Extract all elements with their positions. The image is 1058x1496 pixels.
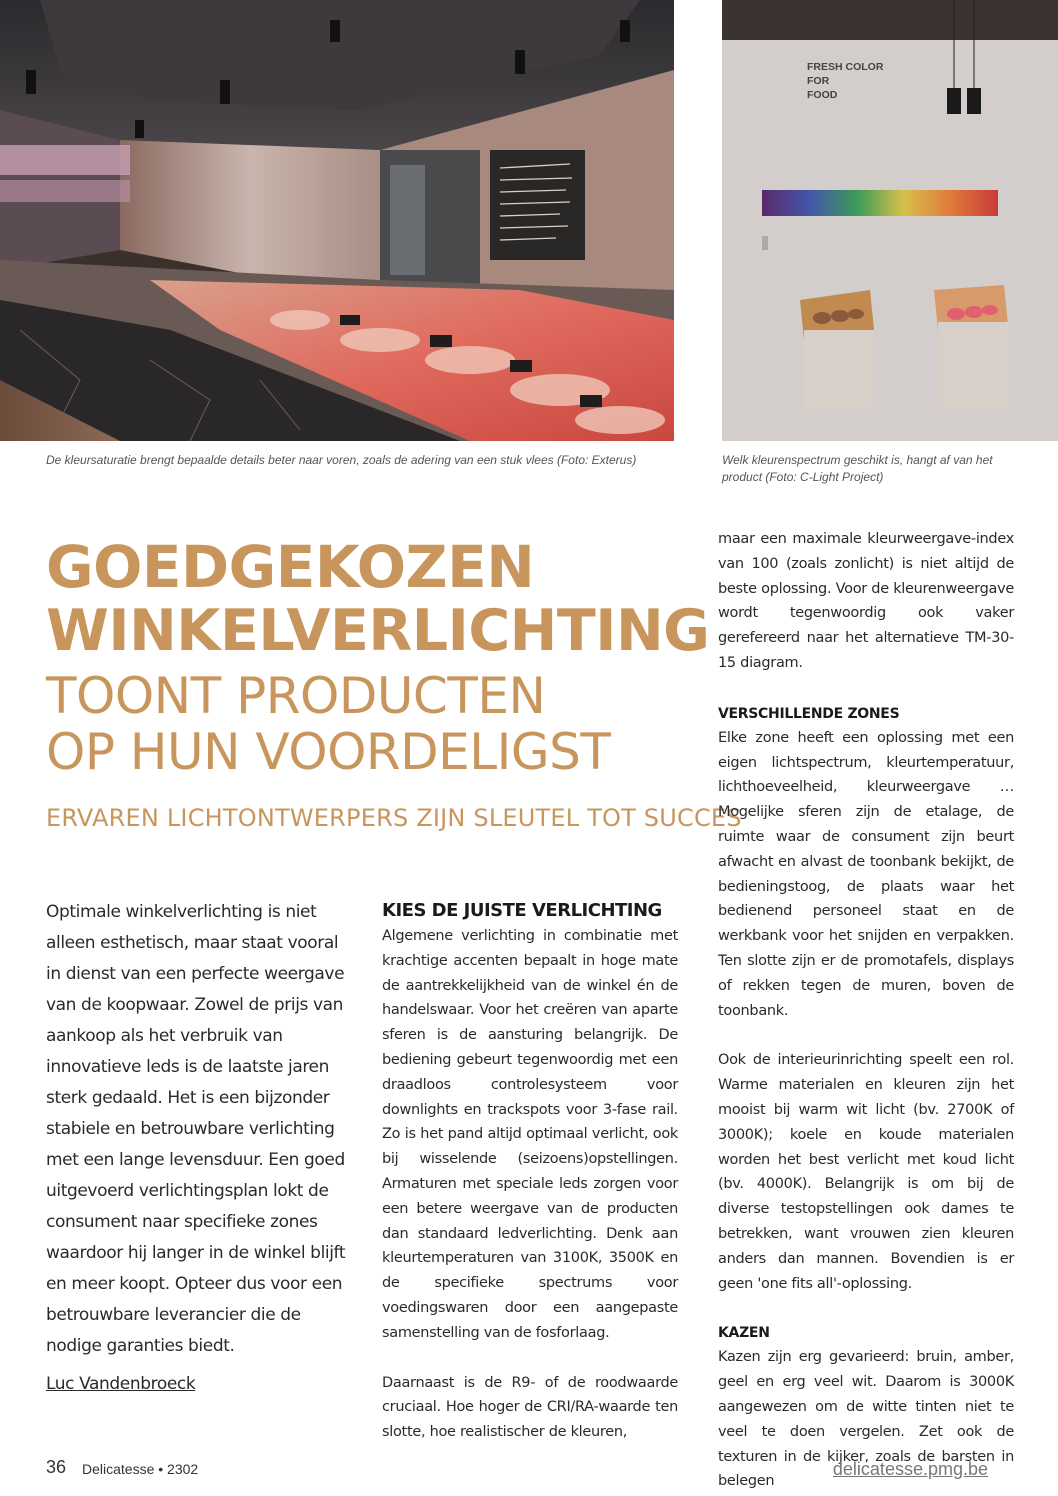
wall-text: FRESH COLOR FOR FOOD: [807, 61, 884, 101]
intro-paragraph: Optimale winkelverlichting is niet alleen esthetisch, maar staat vooral in dienst van een perfecte weergave van de koopwaar. Zowel de prijs van aankoop als het verbruik van innovatieve leds is de laatste jaren sterk gedaald. Het is een bijzonder stabiele en betrouwbare verlichting met een lange levensduur. Een goed uitgevoerd verlichtingsplan lokt de consument naar specifieke zones waardoor hij langer in de winkel blijft en meer koopt. Opteer dus voor een betrouwbare leverancier die de nodige garanties biedt.: [46, 902, 346, 1356]
body-paragraph: Ook de interieurinrichting speelt een rol. Warme materialen en kleuren zijn het mooist bij warm wit licht (bv. 2700K of 3000K); koele en koude materialen worden het best verlicht met koud licht (bv. 4000K). Belangrijk is om bij de diverse testopstellingen ook dames te betrekken, want vrouwen zien kleuren anders dan mannen. Bovendien is er geen 'one fits all'-oplossing.: [718, 1052, 1014, 1292]
headline-line-1: GOEDGEKOZEN: [46, 533, 535, 601]
section-heading-verlichting: KIES DE JUISTE VERLICHTING: [382, 900, 662, 921]
photo-caption-right: Welk kleurenspectrum geschikt is, hangt af van het product (Foto: C-Light Project): [722, 453, 993, 484]
page-number: 36: [46, 1457, 67, 1477]
photo-caption-left: De kleursaturatie brengt bepaalde details beter naar voren, zoals de adering van een stuk vlees (Foto: Exterus): [46, 453, 637, 467]
article-subtitle: ERVAREN LICHTONTWERPERS ZIJN SLEUTEL TOT SUCCES: [46, 804, 742, 832]
body-paragraph: maar een maximale kleurweergave-index van 100 (zoals zonlicht) is niet altijd de beste oplossing. Voor de kleurenweergave wordt tegenwoordig ook vaker gerefereerd naar het alternatieve TM-30-15 diagram.: [718, 531, 1014, 671]
body-paragraph: Elke zone heeft een oplossing met een eigen lichtspectrum, kleurtemperatuur, lichthoeveelheid, kleurweergave … Mogelijke sferen zijn de etalage, de ruimte waar de consument zijn beurt afwacht en alvast de toonbank bekijkt, de bedieningstoog, de plaats waar het bedienend personeel staat en de werkbank voor het snijden en verpakken. Ten slotte zijn er de promotafels, displays of rekken tegen de muren, boven de toonbank.: [718, 729, 1014, 1019]
headline-line-2: WINKELVERLICHTING: [46, 598, 710, 664]
body-paragraph: Kazen zijn erg gevarieerd: bruin, amber, geel en erg veel wit. Daarom is 3000K aangewezen om de witte tinten niet te veel te doen vergelen. Zet ook de texturen in de kijker, zoals de barsten in belegen: [718, 1349, 1014, 1490]
column-3: [718, 527, 1014, 1494]
magazine-issue: Delicatesse • 2302: [82, 1461, 199, 1477]
butcher-shop-photo: [0, 0, 674, 441]
website-link[interactable]: delicatesse.pmg.be: [832, 1459, 988, 1479]
column-2: [382, 898, 678, 1445]
author-byline: Luc Vandenbroeck: [46, 1374, 196, 1394]
body-paragraph: Algemene verlichting in combinatie met krachtige accenten bepaalt in hoge mate de aantrekkelijkheid van de winkel én de handelswaar. Voor het creëren van aparte sferen is de aansturing belangrijk. De bediening gebeurt tegenwoordig met een draadloos controlesysteem voor downlights en trackspots voor 3-fase rail. Zo is het pand altijd optimaal verlicht, ook bij wisselende (seizoens)opstellingen. Armaturen met speciale leds zorgen voor een betere weergave van de producten dan standaard ledverlichting. Denk aan kleurtemperaturen van 3100K, 3500K en de specifieke spectrums voor voedingswaren door een aangepaste samenstelling van de fosforlaag.: [382, 928, 678, 1341]
spectrum-display-photo: [722, 0, 1058, 441]
section-heading-zones: VERSCHILLENDE ZONES: [718, 705, 900, 722]
body-paragraph: Daarnaast is de R9- of de roodwaarde cruciaal. Hoe hoger de CRI/RA-waarde ten slotte, hoe realistischer de kleuren,: [382, 1374, 678, 1441]
section-heading-kazen: KAZEN: [718, 1325, 770, 1342]
headline-line-3: TOONT PRODUCTEN: [46, 667, 546, 725]
headline-line-4: OP HUN VOORDELIGST: [46, 723, 611, 781]
